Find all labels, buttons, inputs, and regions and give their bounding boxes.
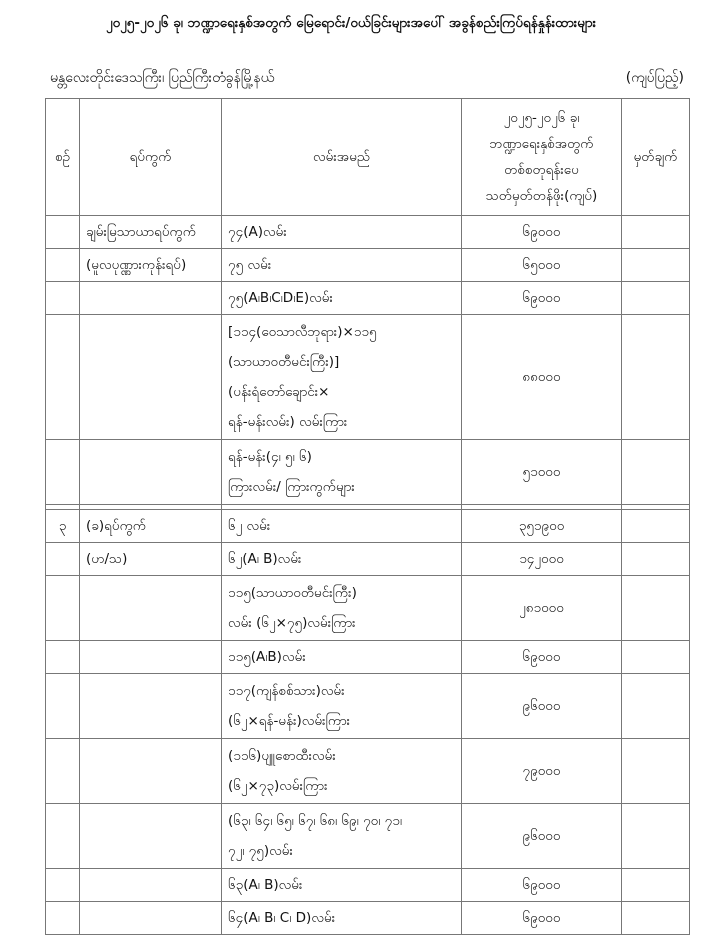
header-street: လမ်းအမည် [222,99,462,216]
table-row [46,216,690,249]
table-row [46,804,690,869]
unit-label: (ကျပ်ပြည့်) [625,70,684,86]
cell-ward: ချမ်းမြသာယာရပ်ကွက် [80,216,222,249]
cell-street: ၆၄(A၊ B၊ C၊ D)လမ်း [222,902,462,935]
header-value-line: သတ်မှတ်တန်ဖိုး(ကျပ်) [485,188,598,204]
cell-no [46,249,80,282]
table-row [46,282,690,315]
cell-street: ၆၃(A၊ B)လမ်း [222,869,462,902]
table-row [46,576,690,641]
cell-no [46,315,80,440]
table-row [46,440,690,505]
table-header-row [46,99,690,216]
street-line: လမ်း (၆၂×၇၅)လမ်းကြား [228,615,356,631]
table-row [46,641,690,674]
cell-street [222,739,462,804]
cell-street: ၆၂(A၊ B)လမ်း [222,543,462,576]
cell-street [222,674,462,739]
cell-no [46,674,80,739]
cell-remark [622,674,690,739]
street-line: ရန်-မန်းလမ်း) လမ်းကြား [228,414,348,430]
location-label: မန္တလေးတိုင်းဒေသကြီး၊ ပြည်ကြီးတံခွန်မြို့နယ် [50,70,275,86]
street-line: (၆၃၊ ၆၄၊ ၆၅၊ ၆၇၊ ၆၈၊ ၆၉၊ ၇၀၊ ၇၁၊ [228,813,403,829]
table-row [46,315,690,440]
cell-no [46,902,80,935]
cell-remark [622,902,690,935]
table-row [46,739,690,804]
header-value-line: ဘဏ္ဍာရေးနှစ်အတွက် [489,136,594,152]
street-line: ရန်-မန်း(၄၊ ၅၊ ၆) [228,449,312,465]
cell-street [222,576,462,641]
cell-value: ၉၆၀၀၀ [462,674,622,739]
street-line: (ပန်းရံတော်ချောင်း× [228,384,330,400]
cell-street: ၇၅(A၊B၊C၊D၊E)လမ်း [222,282,462,315]
header-value-line: ၂၀၂၅-၂၀၂၆ ခု၊ [503,110,580,126]
cell-remark [622,440,690,505]
header-ward: ရပ်ကွက် [80,99,222,216]
cell-value: ၁၄၂၀၀၀ [462,543,622,576]
cell-remark [622,282,690,315]
header-value [462,99,622,216]
cell-value: ၆၉၀၀၀ [462,216,622,249]
cell-remark [622,739,690,804]
table-row [46,902,690,935]
table-row [46,249,690,282]
table-row [46,543,690,576]
cell-street: ၁၁၅(A၊B)လမ်း [222,641,462,674]
cell-remark [622,543,690,576]
table-row [46,510,690,543]
street-line: ၁၁၅(သာယာဝတီမင်းကြီး) [228,585,357,601]
cell-remark [622,510,690,543]
cell-ward [80,739,222,804]
cell-ward [80,641,222,674]
cell-no [46,804,80,869]
header-remark: မှတ်ချက် [622,99,690,216]
cell-remark [622,216,690,249]
table-row [46,674,690,739]
cell-ward [80,315,222,440]
cell-no [46,440,80,505]
cell-value: ၃၅၁၉၀၀ [462,510,622,543]
cell-remark [622,641,690,674]
street-line: [၁၁၄(ဝေသာလီဘုရား)×၁၁၅ [228,324,377,340]
cell-remark [622,315,690,440]
street-line: (၆၂×၇၃)လမ်းကြား [228,778,328,794]
cell-no [46,739,80,804]
street-line: ၁၁၇(ကျန်စစ်သား)လမ်း [228,683,345,699]
cell-ward: (ဟ/သ) [80,543,222,576]
street-line: (၆၂×ရန်-မန်း)လမ်းကြား [228,713,351,729]
cell-ward: (မူလပုဏ္ဏားကုန်းရပ်) [80,249,222,282]
cell-value: ၆၉၀၀၀ [462,902,622,935]
cell-value: ၅၁၀၀၀ [462,440,622,505]
street-line: (၁၁၆)ပျူစောထီးလမ်း [228,748,336,764]
street-line: ကြားလမ်း/ ကြားကွက်များ [228,479,355,495]
page-title: ၂၀၂၅-၂၀၂၆ ခု၊ ဘဏ္ဍာရေးနှစ်အတွက် မြေရောင်း/ဝယ်ခြင်းများအပေါ် အခွန်စည်းကြပ်ရန်နှုန်းထားများ [105,15,597,31]
table-row [46,869,690,902]
cell-street [222,440,462,505]
cell-value: ၉၆၀၀၀ [462,804,622,869]
cell-street: ၇၄(A)လမ်း [222,216,462,249]
cell-ward: (ခ)ရပ်ကွက် [80,510,222,543]
cell-ward [80,440,222,505]
header-value-line: တစ်စတုရန်းပေ [504,162,579,178]
cell-street [222,804,462,869]
header-no: စဉ် [46,99,80,216]
cell-street: ၇၅ လမ်း [222,249,462,282]
cell-no [46,869,80,902]
cell-no [46,543,80,576]
cell-no: ၃ [46,510,80,543]
cell-value: ၆၉၀၀၀ [462,641,622,674]
cell-value: ၈၈၀၀၀ [462,315,622,440]
cell-ward [80,674,222,739]
cell-remark [622,869,690,902]
cell-value: ၆၉၀၀၀ [462,869,622,902]
cell-street [222,315,462,440]
cell-remark [622,804,690,869]
cell-value: ၆၅၀၀၀ [462,249,622,282]
cell-no [46,282,80,315]
cell-value: ၆၉၀၀၀ [462,282,622,315]
cell-ward [80,869,222,902]
cell-no [46,216,80,249]
street-line: (သာယာဝတီမင်းကြီး)] [228,354,340,370]
cell-ward [80,576,222,641]
cell-no [46,576,80,641]
cell-ward [80,282,222,315]
cell-no [46,641,80,674]
cell-remark [622,249,690,282]
rate-table [45,98,690,935]
cell-street: ၆၂ လမ်း [222,510,462,543]
cell-ward [80,902,222,935]
cell-value: ၂၈၁၀၀၀ [462,576,622,641]
cell-value: ၇၉၀၀၀ [462,739,622,804]
cell-remark [622,576,690,641]
cell-ward [80,804,222,869]
street-line: ၇၂၊ ၇၅)လမ်း [228,843,293,859]
